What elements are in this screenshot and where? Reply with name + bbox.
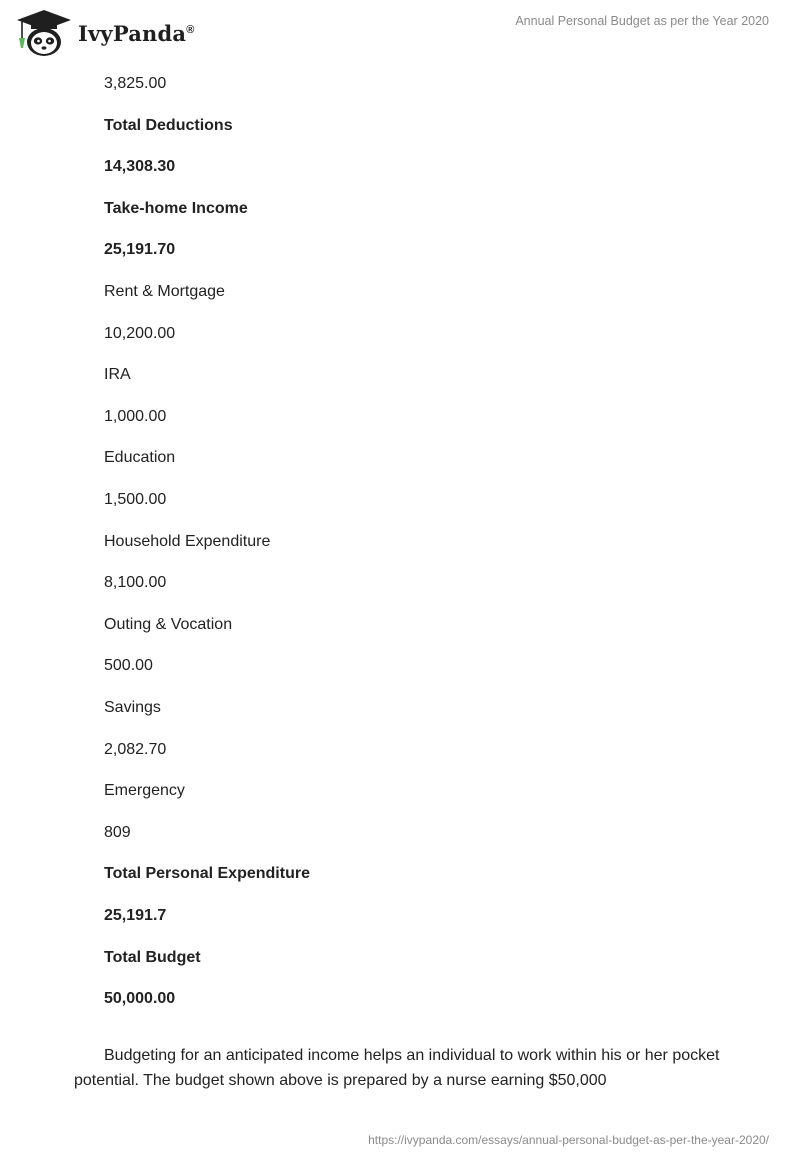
- source-url[interactable]: https://ivypanda.com/essays/annual-personal-budget-as-per-the-year-2020/: [368, 1133, 769, 1147]
- budget-row: Outing & Vocation: [104, 616, 233, 633]
- budget-row: 1,500.00: [104, 491, 167, 508]
- budget-row: 1,000.00: [104, 408, 167, 425]
- registered-mark: ®: [186, 23, 195, 36]
- budget-row: Household Expenditure: [104, 533, 271, 550]
- budget-row: Total Personal Expenditure: [104, 865, 310, 882]
- budget-row: 25,191.70: [104, 241, 176, 258]
- brand-name: [78, 21, 195, 46]
- budget-row: 8,100.00: [104, 574, 167, 591]
- budget-row: 50,000.00: [104, 990, 176, 1007]
- budget-row: 10,200.00: [104, 325, 176, 342]
- budget-row: 14,308.30: [104, 158, 176, 175]
- budget-row: IRA: [104, 366, 131, 383]
- budget-row: 3,825.00: [104, 75, 167, 92]
- budget-row: 809: [104, 824, 131, 841]
- ivypanda-logo[interactable]: [14, 8, 195, 58]
- budget-row: 500.00: [104, 657, 153, 674]
- budget-row: Total Budget: [104, 949, 201, 966]
- budget-row: 2,082.70: [104, 741, 167, 758]
- panda-logo-icon: [14, 8, 74, 58]
- budget-row: Rent & Mortgage: [104, 283, 225, 300]
- document-title: Annual Personal Budget as per the Year 2020: [515, 14, 769, 28]
- budget-row: Education: [104, 449, 176, 466]
- page-header: [0, 0, 800, 62]
- budget-row: Take-home Income: [104, 200, 248, 217]
- budget-row: Total Deductions: [104, 117, 233, 134]
- brand-text: IvyPanda: [78, 20, 187, 46]
- budget-row: Savings: [104, 699, 161, 716]
- budget-row: Emergency: [104, 782, 185, 799]
- budget-row: 25,191.7: [104, 907, 167, 924]
- body-paragraph: Budgeting for an anticipated income helps an individual to work within his or her pocket potential. The budget shown above is prepared by a nurse earning $50,000: [74, 1047, 720, 1089]
